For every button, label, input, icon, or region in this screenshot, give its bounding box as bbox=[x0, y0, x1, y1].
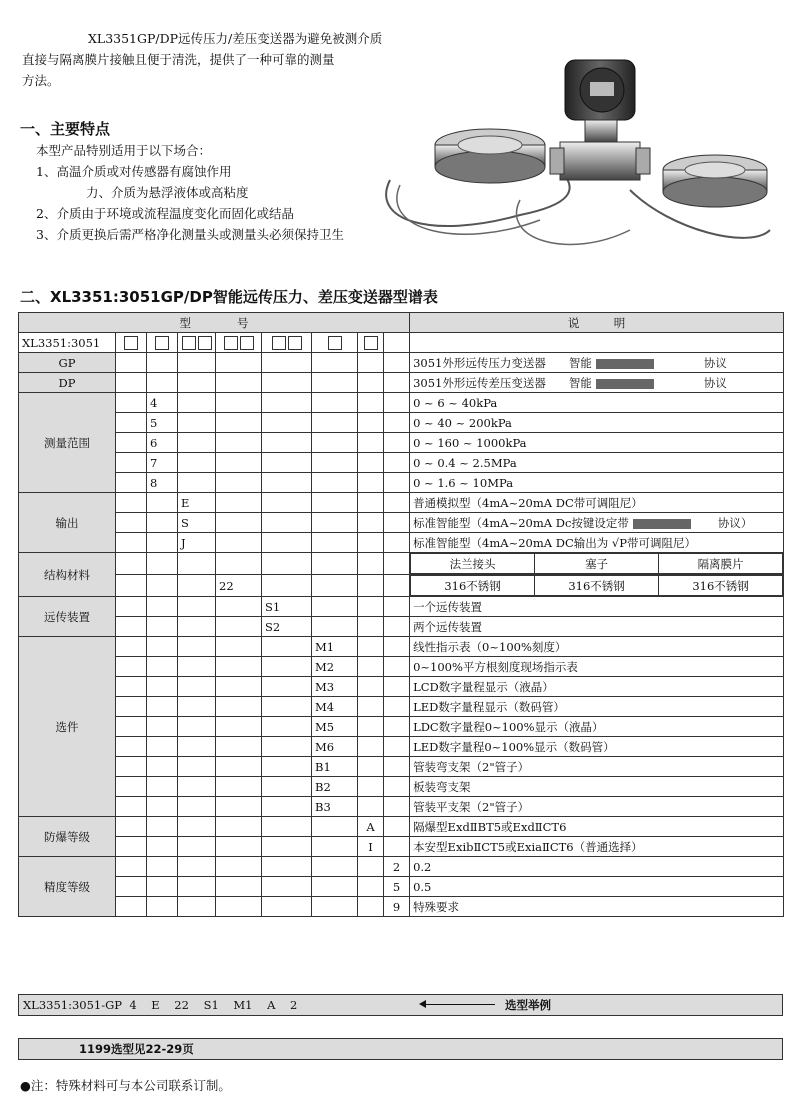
checkbox-box bbox=[182, 336, 196, 350]
table-row: M4 LED数字量程显示（数码管） bbox=[19, 697, 784, 717]
table-row: 22 316不锈钢 316不锈钢 316不锈钢 bbox=[19, 575, 784, 597]
protocol-logo-icon bbox=[596, 379, 654, 389]
table-row: B1 管装弯支架（2"管子） bbox=[19, 757, 784, 777]
table-row: B2 板装弯支架 bbox=[19, 777, 784, 797]
table-row: 选件 M1 线性指示表（0~100%刻度） bbox=[19, 637, 784, 657]
footnote: ●注：特殊材料可与本公司联系订制。 bbox=[20, 1078, 231, 1093]
checkbox-box bbox=[224, 336, 238, 350]
table-row: M6 LED数字量程0~100%显示（数码管） bbox=[19, 737, 784, 757]
table-header-row bbox=[19, 313, 784, 333]
options-label: 选件 bbox=[19, 637, 116, 817]
section-heading-features: 一、主要特点 bbox=[20, 120, 111, 138]
table-row: 防爆等级 A 隔爆型ExdⅡBT5或ExdⅡCT6 bbox=[19, 817, 784, 837]
dp-desc: 3051外形远传差压变送器 智能 协议 bbox=[410, 373, 784, 393]
header-desc: 说 明 bbox=[410, 313, 784, 333]
checkbox-box bbox=[364, 336, 378, 350]
table-row: M3 LCD数字量程显示（液晶） bbox=[19, 677, 784, 697]
reference-bar bbox=[18, 1038, 783, 1060]
intro-line: 直接与隔离膜片接触且便于清洗，提供了一种可靠的测量 bbox=[22, 52, 335, 67]
table-row: 8 0 ~ 1.6 ~ 10MPa bbox=[19, 473, 784, 493]
checkbox-box bbox=[155, 336, 169, 350]
table-row: M5 LDC数字量程0~100%显示（液晶） bbox=[19, 717, 784, 737]
protocol-logo-icon bbox=[633, 519, 691, 529]
table-row: 5 0 ~ 40 ~ 200kPa bbox=[19, 413, 784, 433]
arrow-left-icon bbox=[425, 1004, 495, 1005]
product-photo bbox=[370, 40, 790, 270]
table-row: 精度等级 2 0.2 bbox=[19, 857, 784, 877]
table-row: 远传装置 S1 一个远传装置 bbox=[19, 597, 784, 617]
checkbox-box bbox=[240, 336, 254, 350]
table-row: 9 特殊要求 bbox=[19, 897, 784, 917]
example-label: 选型举例 bbox=[505, 998, 551, 1012]
table-row: 结构材料 法兰接头 塞子 隔离膜片 bbox=[19, 553, 784, 575]
table-row: B3 管装平支架（2"管子） bbox=[19, 797, 784, 817]
reference-text: 1199选型见22-29页 bbox=[79, 1042, 194, 1056]
table-row: 5 0.5 bbox=[19, 877, 784, 897]
model-code-row bbox=[19, 333, 784, 353]
explosion-label: 防爆等级 bbox=[19, 817, 116, 857]
table-row bbox=[19, 353, 784, 373]
section-heading-spec: 二、XL3351:3051GP/DP智能远传压力、差压变送器型谱表 bbox=[20, 288, 438, 306]
remote-label: 远传装置 bbox=[19, 597, 116, 637]
intro-line: XL3351GP/DP远传压力/差压变送器为避免被测介质 bbox=[88, 31, 383, 46]
feature-line: 2、介质由于环境或流程温度变化而固化或结晶 bbox=[36, 206, 294, 221]
table-row: J 标准智能型（4mA~20mA DC输出为 √P带可调阻尼） bbox=[19, 533, 784, 553]
gp-code: GP bbox=[19, 353, 116, 373]
model-spec-table bbox=[18, 312, 784, 917]
model-code: XL3351:3051 bbox=[19, 333, 116, 353]
table-row: 测量范围 4 0 ~ 6 ~ 40kPa bbox=[19, 393, 784, 413]
checkbox-box bbox=[124, 336, 138, 350]
table-row: 7 0 ~ 0.4 ~ 2.5MPa bbox=[19, 453, 784, 473]
feature-line: 1、高温介质或对传感器有腐蚀作用 bbox=[36, 164, 232, 179]
gp-desc: 3051外形远传压力变送器 智能 协议 bbox=[410, 353, 784, 373]
feature-line: 本型产品特别适用于以下场合： bbox=[36, 143, 212, 158]
output-label: 输出 bbox=[19, 493, 116, 553]
table-row: 输出 E 普通模拟型（4mA~20mA DC带可调阻尼） bbox=[19, 493, 784, 513]
table-row: I 本安型ExibⅡCT5或ExiaⅡCT6（普通选择） bbox=[19, 837, 784, 857]
feature-line: 3、介质更换后需严格净化测量头或测量头必须保持卫生 bbox=[36, 227, 344, 242]
table-row: 6 0 ~ 160 ~ 1000kPa bbox=[19, 433, 784, 453]
dp-code: DP bbox=[19, 373, 116, 393]
header-model: 型 号 bbox=[19, 313, 410, 333]
selection-example bbox=[18, 994, 783, 1016]
accuracy-label: 精度等级 bbox=[19, 857, 116, 917]
feature-line: 力、介质为悬浮液体或高粘度 bbox=[86, 185, 249, 200]
feature-list bbox=[36, 140, 344, 245]
range-label: 测量范围 bbox=[19, 393, 116, 493]
checkbox-box bbox=[288, 336, 302, 350]
table-row bbox=[19, 373, 784, 393]
example-code: XL3351:3051-GP 4 E 22 S1 M1 A 2 bbox=[23, 998, 298, 1012]
checkbox-box bbox=[272, 336, 286, 350]
protocol-logo-icon bbox=[596, 359, 654, 369]
table-row: M2 0~100%平方根刻度现场指示表 bbox=[19, 657, 784, 677]
material-label: 结构材料 bbox=[19, 553, 116, 597]
table-row: S 标准智能型（4mA~20mA Dc按键设定带 协议） bbox=[19, 513, 784, 533]
table-row: S2 两个远传装置 bbox=[19, 617, 784, 637]
checkbox-box bbox=[198, 336, 212, 350]
intro-line: 方法。 bbox=[22, 73, 60, 88]
checkbox-box bbox=[328, 336, 342, 350]
